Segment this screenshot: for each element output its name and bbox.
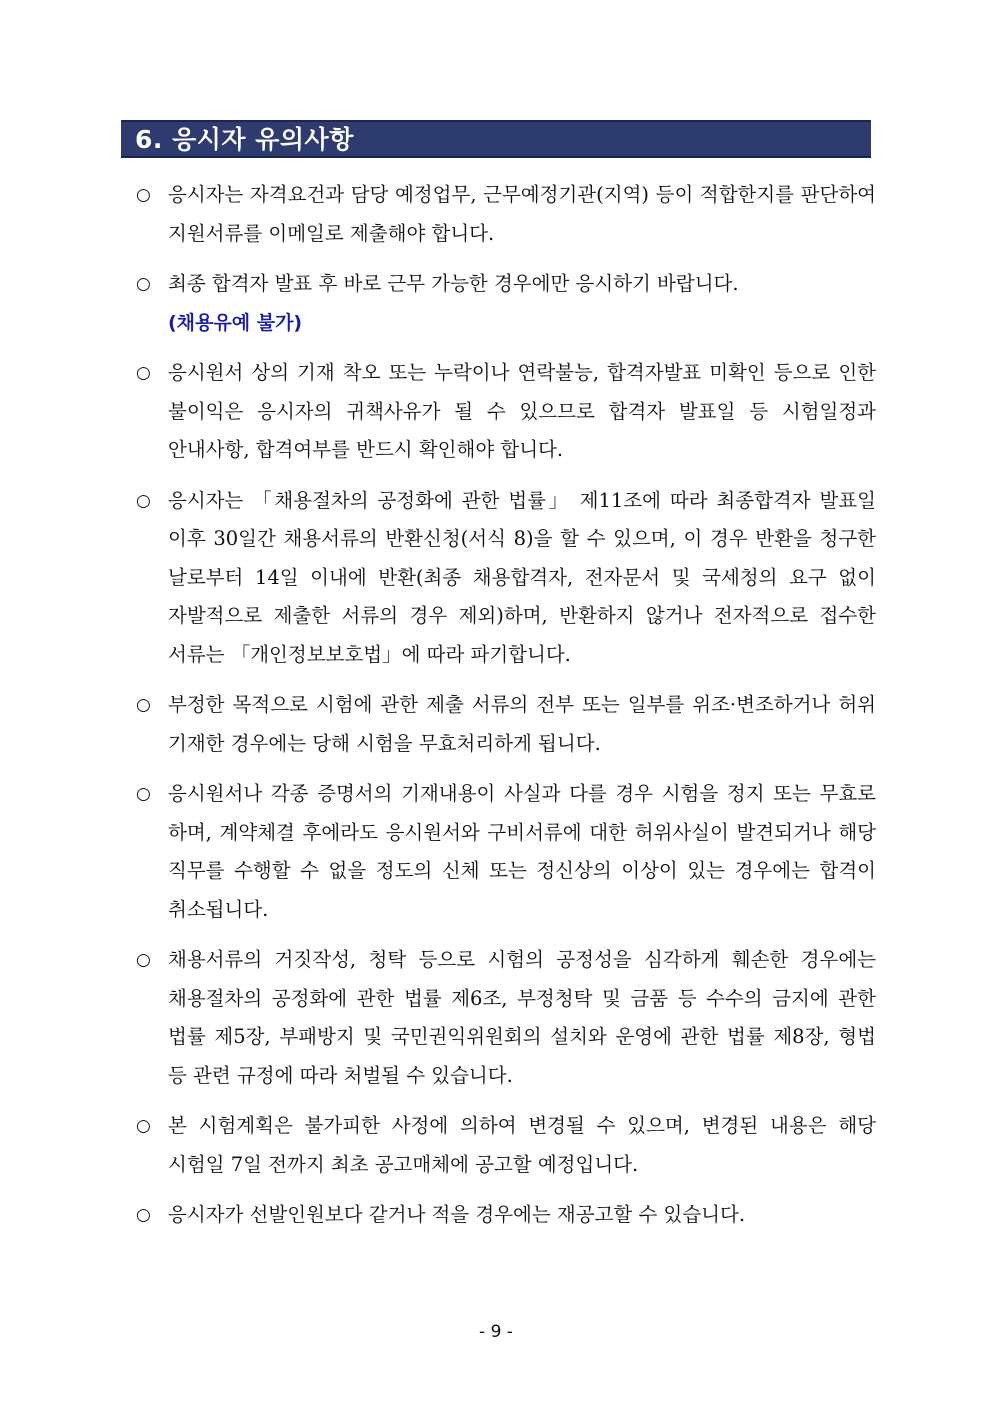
item-text: 응시자는 「채용절차의 공정화에 관한 법률」 제11조에 따라 최종합격자 발표일 이후 30일간 채용서류의 반환신청(서식 8)을 할 수 있으며, 이 경우 반환을 청구한 날로부터 14일 이내에 반환(최종 채용합격자, 전자문서 및 국세청의 요구 없이 자발적으로 제출한 서류의 경우 제외)하며, 반환하지 않거나 전자적으로 접수한 서류는 「개인정보보호법」에 따라 파기합니다. — [168, 488, 876, 666]
bullet-circle-icon: ○ — [136, 1116, 151, 1136]
page-number: - 9 - — [479, 1322, 513, 1342]
list-item — [132, 265, 876, 342]
list-item — [132, 686, 876, 763]
bullet-circle-icon: ○ — [136, 363, 151, 383]
item-text: 부정한 목적으로 시험에 관한 제출 서류의 전부 또는 일부를 위조·변조하거나 허위 기재한 경우에는 당해 시험을 무효처리하게 됩니다. — [168, 693, 876, 755]
list-item — [132, 1107, 876, 1184]
list-item — [132, 354, 876, 470]
bullet-circle-icon: ○ — [136, 784, 151, 804]
bullet-circle-icon: ○ — [136, 274, 151, 294]
list-item — [132, 482, 876, 675]
item-text: 채용서류의 거짓작성, 청탁 등으로 시험의 공정성을 심각하게 훼손한 경우에는 채용절차의 공정화에 관한 법률 제6조, 부정청탁 및 금품 등 수수의 금지에 관한 법률 제5장, 부패방지 및 국민권익위원회의 설치와 운영에 관한 법률 제8장, 형법 등 관련 규정에 따라 처벌될 수 있습니다. — [168, 948, 876, 1087]
item-text: 본 시험계획은 불가피한 사정에 의하여 변경될 수 있으며, 변경된 내용은 해당 시험일 7일 전까지 최초 공고매체에 공고할 예정입니다. — [168, 1114, 876, 1176]
item-text: 응시자가 선발인원보다 같거나 적을 경우에는 재공고할 수 있습니다. — [168, 1203, 746, 1226]
item-text: 응시원서 상의 기재 착오 또는 누락이나 연락불능, 합격자발표 미확인 등으로 인한 불이익은 응시자의 귀책사유가 될 수 있으므로 합격자 발표일 등 시험일정과 안내사항, 합격여부를 반드시 확인해야 합니다. — [168, 361, 876, 461]
list-item — [132, 1196, 876, 1235]
list-item — [132, 941, 876, 1095]
notice-list — [132, 176, 876, 1247]
list-item — [132, 775, 876, 929]
bullet-circle-icon: ○ — [136, 695, 151, 715]
section-title: 6. 응시자 유의사항 — [121, 120, 871, 158]
bullet-circle-icon: ○ — [136, 1205, 151, 1225]
item-text: 응시원서나 각종 증명서의 기재내용이 사실과 다를 경우 시험을 정지 또는 무효로 하며, 계약체결 후에라도 응시원서와 구비서류에 대한 허위사실이 발견되거나 해당 직무를 수행할 수 없을 정도의 신체 또는 정신상의 이상이 있는 경우에는 합격이 취소됩니다. — [168, 782, 876, 921]
bullet-circle-icon: ○ — [136, 490, 151, 511]
highlight-note: (채용유예 불가) — [168, 311, 303, 334]
bullet-circle-icon: ○ — [136, 950, 151, 970]
item-text: 응시자는 자격요건과 담당 예정업무, 근무예정기관(지역) 등이 적합한지를 판단하여 지원서류를 이메일로 제출해야 합니다. — [168, 183, 876, 245]
item-text: 최종 합격자 발표 후 바로 근무 가능한 경우에만 응시하기 바랍니다. — [168, 272, 739, 295]
bullet-circle-icon: ○ — [136, 185, 151, 205]
list-item — [132, 176, 876, 253]
